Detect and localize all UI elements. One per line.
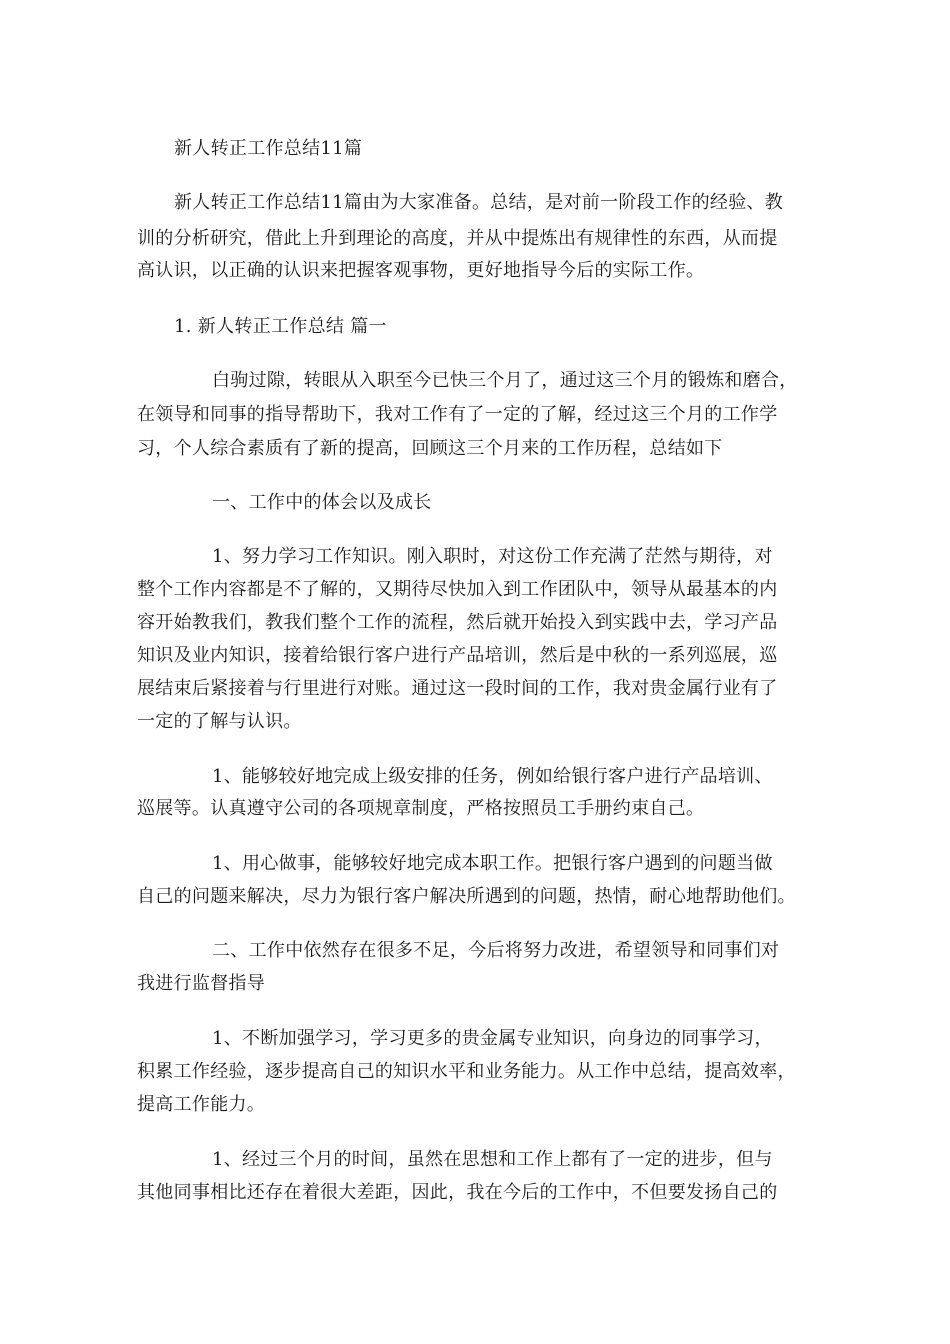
text-line: 1、经过三个月的时间，虽然在思想和工作上都有了一定的进步，但与 — [212, 1149, 773, 1170]
text-line: 容开始教我们，教我们整个工作的流程，然后就开始投入到实践中去，学习产品 — [137, 612, 778, 633]
text-line: 自己的问题来解决，尽力为银行客户解决所遇到的问题，热情，耐心地帮助他们。 — [137, 886, 796, 907]
text-line: 新人转正工作总结11篇由为大家准备。总结，是对前一阶段工作的经验、教 — [174, 192, 784, 213]
subheading-one: 一、工作中的体会以及成长 — [212, 492, 432, 513]
section-heading: 1. 新人转正工作总结 篇一 — [174, 316, 387, 337]
text-line: 高认识，以正确的认识来把握客观事物，更好地指导今后的实际工作。 — [137, 260, 705, 281]
text-line: 1、努力学习工作知识。刚入职时，对这份工作充满了茫然与期待，对 — [212, 546, 773, 567]
text-line: 其他同事相比还存在着很大差距，因此，我在今后的工作中，不但要发扬自己的 — [137, 1182, 778, 1203]
text-line: 整个工作内容都是不了解的，又期待尽快加入到工作团队中，领导从最基本的内 — [137, 579, 778, 600]
text-line: 习，个人综合素质有了新的提高，回顾这三个月来的工作历程，总结如下 — [137, 438, 723, 459]
text-line: 积累工作经验，逐步提高自己的知识水平和业务能力。从工作中总结，提高效率， — [137, 1061, 796, 1082]
text-line: 一定的了解与认识。 — [137, 711, 302, 732]
text-line: 提高工作能力。 — [137, 1094, 266, 1115]
text-line: 巡展等。认真遵守公司的各项规章制度，严格按照员工手册约束自己。 — [137, 798, 705, 819]
text-line: 在领导和同事的指导帮助下，我对工作有了一定的了解，经过这三个月的工作学 — [137, 404, 778, 425]
text-line: 白驹过隙，转眼从入职至今已快三个月了，通过这三个月的锻炼和磨合， — [212, 370, 798, 391]
text-line: 我进行监督指导 — [137, 973, 266, 994]
text-line: 训的分析研究，借此上升到理论的高度，并从中提炼出有规律性的东西，从而提 — [137, 228, 778, 249]
text-line: 知识及业内知识，接着给银行客户进行产品培训，然后是中秋的一系列巡展，巡 — [137, 645, 778, 666]
text-line: 1、能够较好地完成上级安排的任务，例如给银行客户进行产品培训、 — [212, 766, 773, 787]
text-line: 1、不断加强学习，学习更多的贵金属专业知识，向身边的同事学习， — [212, 1028, 773, 1049]
document-title: 新人转正工作总结11篇 — [174, 138, 363, 159]
text-line: 展结束后紧接着与行里进行对账。通过这一段时间的工作，我对贵金属行业有了 — [137, 678, 778, 699]
text-line: 1、用心做事，能够较好地完成本职工作。把银行客户遇到的问题当做 — [212, 853, 773, 874]
text-line: 二、工作中依然存在很多不足，今后将努力改进，希望领导和同事们对 — [212, 940, 780, 961]
